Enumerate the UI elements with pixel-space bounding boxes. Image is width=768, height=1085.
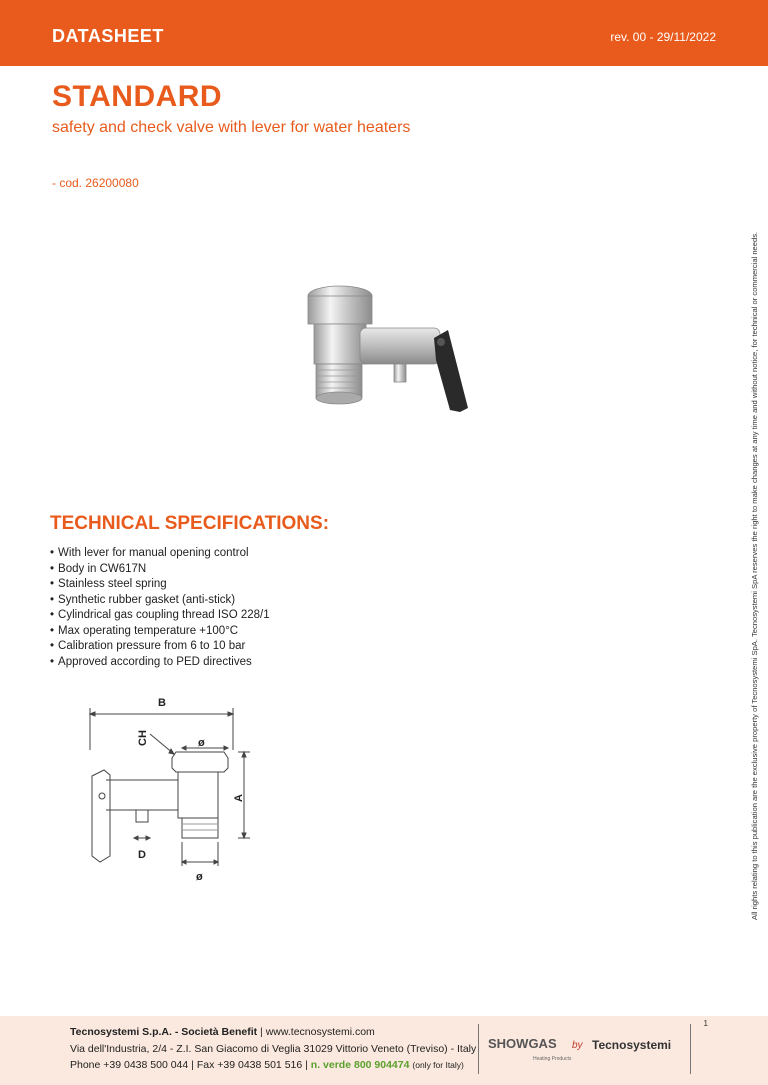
footer-website[interactable]: www.tecnosystemi.com	[265, 1026, 375, 1038]
footer-toll-free: n. verde 800 904474	[310, 1059, 410, 1071]
rights-notice: All rights relating to this publication are the exclusive property of Tecnosystemi SpA. Tecnosystemi SpA reserves the right to make changes at any time and without notice, for technical or commercial needs.	[750, 231, 759, 920]
dimension-drawing	[78, 690, 278, 890]
footer-divider	[478, 1024, 479, 1074]
spec-item: • Calibration pressure from 6 to 10 bar	[50, 639, 270, 655]
product-title: STANDARD	[52, 80, 223, 113]
footer-toll-free-note: (only for Italy)	[412, 1060, 464, 1070]
header-bar	[0, 0, 768, 66]
spec-item: • Max operating temperature +100°C	[50, 624, 270, 640]
footer-address: Via dell'Industria, 2/4 - Z.I. San Giacomo di Veglia 31029 Vittorio Veneto (Treviso) - Italy	[70, 1043, 477, 1055]
product-subtitle: safety and check valve with lever for water heaters	[52, 119, 411, 136]
revision-label: rev. 00 - 29/11/2022	[610, 30, 716, 44]
dim-label-a: A	[233, 794, 245, 802]
footer-phone: Phone +39 0438 500 044	[70, 1059, 189, 1071]
product-code: - cod. 26200080	[52, 176, 139, 190]
spec-item: • Body in CW617N	[50, 562, 270, 578]
page-number: 1	[703, 1019, 708, 1028]
dim-label-ch: CH	[137, 730, 149, 746]
dim-label-diameter-bottom: ø	[196, 871, 203, 883]
tecnosystemi-logo: Tecnosystemi	[592, 1038, 672, 1052]
spec-item: • Approved according to PED directives	[50, 655, 270, 671]
showgas-logo: SHOWGAS Heating Products	[488, 1036, 572, 1062]
logo-by-label: by	[572, 1040, 583, 1051]
spec-item: • Synthetic rubber gasket (anti-stick)	[50, 593, 270, 609]
spec-item: • Cylindrical gas coupling thread ISO 228/1	[50, 608, 270, 624]
footer-divider-right	[690, 1024, 691, 1074]
spec-item: • Stainless steel spring	[50, 577, 270, 593]
valve-product-image	[290, 282, 480, 422]
spec-item: • With lever for manual opening control	[50, 546, 270, 562]
doc-type-label: DATASHEET	[52, 26, 164, 46]
specs-list	[50, 546, 270, 670]
footer-company: Tecnosystemi S.p.A. - Società Benefit	[70, 1026, 258, 1038]
dim-label-d: D	[138, 849, 146, 861]
specs-heading: TECHNICAL SPECIFICATIONS:	[50, 513, 330, 534]
footer-fax: Fax +39 0438 501 516	[196, 1059, 303, 1071]
dim-label-diameter-top: ø	[198, 737, 205, 749]
dim-label-b: B	[158, 697, 166, 709]
footer: Tecnosystemi S.p.A. - Società Benefit | www.tecnosystemi.com Via dell'Industria, 2/4 - Z.I. San Giacomo di Veglia 31029 Vittorio Veneto (Treviso) - Italy Phone +39 0438 500 044 | Fax +39 0438 501 516 | n. verde 800 904474 (only for Italy) SHOWGAS Heating Products by Tecnosystemi	[0, 1016, 768, 1085]
